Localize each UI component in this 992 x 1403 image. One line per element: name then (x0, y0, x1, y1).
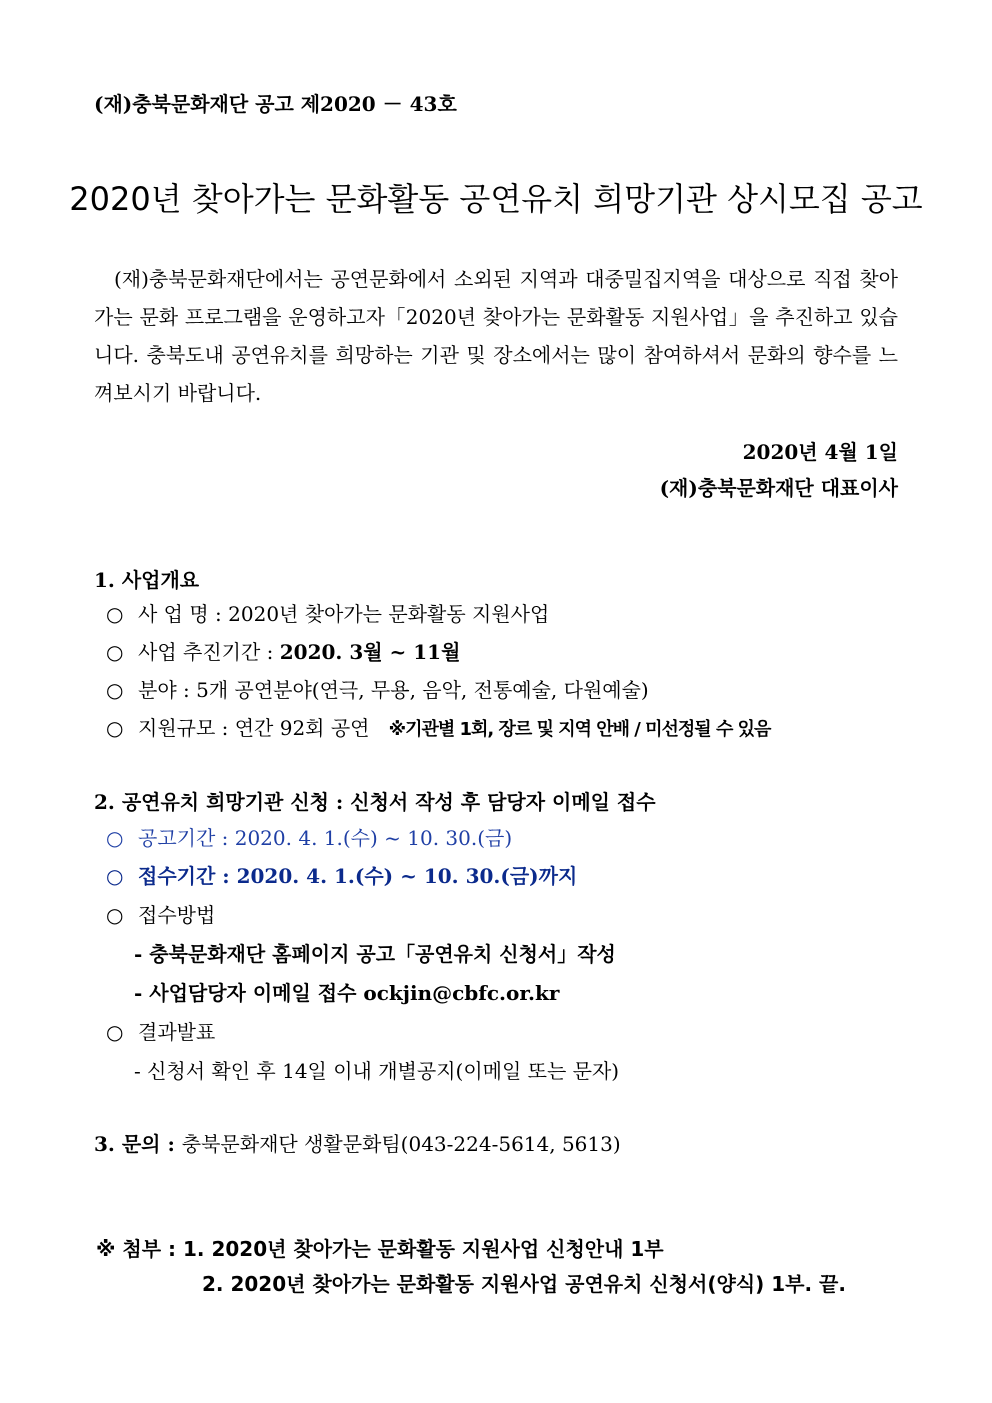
bullet: ○ (106, 602, 124, 626)
item-label: 지원규모 : (138, 716, 235, 740)
bullet: ○ (106, 678, 124, 702)
document-title: 2020년 찾아가는 문화활동 공연유치 희망기관 상시모집 공고 (69, 180, 923, 218)
section-1-heading: 1. 사업개요 (94, 568, 200, 592)
attachment-1 (96, 1233, 664, 1262)
receipt-period (106, 860, 577, 889)
announce-period (106, 822, 512, 851)
receipt-method-label: 접수방법 (138, 903, 216, 927)
section-1-item-period (106, 636, 460, 665)
signatory: (재)충북문화재단 대표이사 (659, 476, 898, 500)
intro-text: (재)충북문화재단에서는 공연문화에서 소외된 지역과 대중밀집지역을 대상으로 직접 찾아가는 문화 프로그램을 운영하고자「2020년 찾아가는 문화활동 지원사업」을 추진하고 있습니다. 충북도내 공연유치를 희망하는 기관 및 장소에서는 많이 참여하셔서 문화의 향수를 느껴보시기 바랍니다. (94, 267, 898, 405)
intro-paragraph (94, 260, 898, 412)
section-1-item-field (106, 674, 649, 703)
attachment-label: ※ 첨부 : (96, 1237, 183, 1261)
method-email: - 사업담당자 이메일 접수 ockjin@cbfc.or.kr (134, 981, 560, 1005)
attachment-item-2: 2. 2020년 찾아가는 문화활동 지원사업 공연유치 신청서(양식) 1부. 끝. (202, 1272, 846, 1296)
attachment-item-1: 1. 2020년 찾아가는 문화활동 지원사업 신청안내 1부 (182, 1237, 664, 1261)
bullet: ○ (106, 1020, 124, 1044)
receipt-period-text: 접수기간 : 2020. 4. 1.(수) ~ 10. 30.(금)까지 (138, 864, 578, 888)
item-value: 2020. 3월 ~ 11월 (279, 640, 461, 664)
bullet: ○ (106, 716, 124, 740)
bullet: ○ (106, 826, 124, 850)
section-1-item-name (106, 598, 549, 627)
item-note: ※기관별 1회, 장르 및 지역 안배 / 미선정될 수 있음 (388, 719, 771, 740)
notice-number: (재)충북문화재단 공고 제2020 － 43호 (94, 92, 457, 116)
receipt-method (106, 899, 215, 928)
item-value: 2020년 찾아가는 문화활동 지원사업 (228, 602, 550, 626)
inquiry-value: 충북문화재단 생활문화팀(043-224-5614, 5613) (181, 1132, 621, 1156)
section-3-inquiry (94, 1128, 621, 1157)
bullet: ○ (106, 864, 124, 888)
announce-period-text: 공고기간 : 2020. 4. 1.(수) ~ 10. 30.(금) (138, 826, 513, 850)
result-announcement (106, 1016, 215, 1045)
item-label: 분야 : (138, 678, 197, 702)
section-2-heading: 2. 공연유치 희망기관 신청 : 신청서 작성 후 담당자 이메일 접수 (94, 790, 656, 814)
method-homepage: - 충북문화재단 홈페이지 공고「공연유치 신청서」작성 (134, 942, 616, 966)
bullet: ○ (106, 903, 124, 927)
inquiry-label: 3. 문의 : (94, 1132, 182, 1156)
section-1-item-scale (106, 712, 770, 741)
item-label: 사 업 명 : (138, 602, 229, 626)
result-label: 결과발표 (138, 1020, 216, 1044)
item-value: 5개 공연분야(연극, 무용, 음악, 전통예술, 다원예술) (196, 678, 649, 702)
item-value: 연간 92회 공연 (234, 716, 370, 740)
issue-date: 2020년 4월 1일 (742, 440, 898, 464)
bullet: ○ (106, 640, 124, 664)
result-detail: - 신청서 확인 후 14일 이내 개별공지(이메일 또는 문자) (134, 1059, 620, 1083)
item-label: 사업 추진기간 : (138, 640, 280, 664)
